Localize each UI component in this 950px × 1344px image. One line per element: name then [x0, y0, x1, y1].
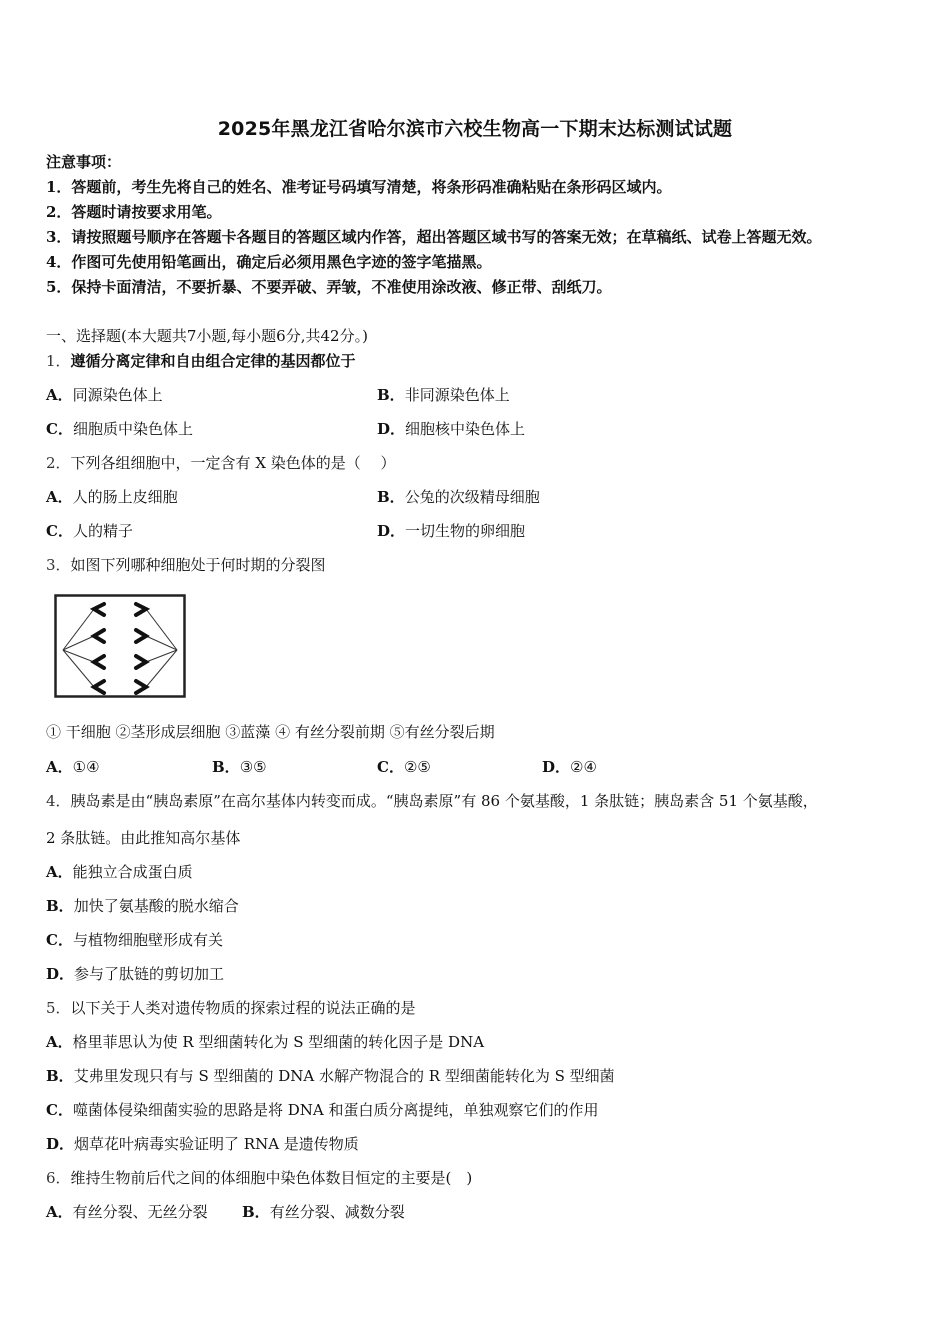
question-1-option-b[interactable]: B．非同源染色体上 [377, 386, 510, 404]
question-4-option-b[interactable]: B．加快了氨基酸的脱水缩合 [46, 897, 239, 915]
notice-item: 4．作图可先使用铅笔画出，确定后必须用黑色字迹的签字笔描黑。 [46, 253, 492, 271]
question-5-option-b[interactable]: B．艾弗里发现只有与 S 型细菌的 DNA 水解产物混合的 R 型细菌能转化为 S 型细菌 [46, 1067, 615, 1085]
question-5-option-d[interactable]: D．烟草花叶病毒实验证明了 RNA 是遗传物质 [46, 1135, 359, 1153]
question-2-option-a[interactable]: A．人的肠上皮细胞 [46, 488, 178, 506]
question-4-option-a[interactable]: A．能独立合成蛋白质 [46, 863, 193, 881]
question-number: 5． [46, 999, 71, 1017]
question-6-option-a[interactable]: A．有丝分裂、无丝分裂 [46, 1203, 208, 1221]
question-3-option-a[interactable]: A．①④ [46, 758, 100, 776]
question-1-option-d[interactable]: D．细胞核中染色体上 [377, 420, 526, 438]
question-5-option-c[interactable]: C．噬菌体侵染细菌实验的思路是将 DNA 和蛋白质分离提纯，单独观察它们的作用 [46, 1101, 599, 1119]
question-number: 1． [46, 352, 71, 370]
question-2-option-b[interactable]: B．公兔的次级精母细胞 [377, 488, 540, 506]
section-heading: 一、选择题(本大题共7小题,每小题6分,共42分。) [46, 327, 368, 345]
question-6-option-b[interactable]: B．有丝分裂、减数分裂 [242, 1203, 405, 1221]
notice-heading: 注意事项： [46, 153, 122, 171]
notice-item: 1．答题前，考生先将自己的姓名、准考证号码填写清楚，将条形码准确粘贴在条形码区域内。 [46, 178, 672, 196]
question-3-choices: ① 干细胞 ②茎形成层细胞 ③蓝藻 ④ 有丝分裂前期 ⑤有丝分裂后期 [46, 723, 495, 741]
notice-item: 3．请按照题号顺序在答题卡各题目的答题区域内作答，超出答题区域书写的答案无效；在草稿纸、试卷上答题无效。 [46, 228, 822, 246]
notice-item: 5．保持卡面清洁，不要折暴、不要弄破、弄皱，不准使用涂改液、修正带、刮纸刀。 [46, 278, 612, 296]
notice-item: 2．答题时请按要求用笔。 [46, 203, 222, 221]
question-number: 2． [46, 454, 71, 472]
question-number: 3． [46, 556, 71, 574]
question-1-option-a[interactable]: A．同源染色体上 [46, 386, 163, 404]
question-number: 6． [46, 1169, 71, 1187]
question-3-option-c[interactable]: C．②⑤ [377, 758, 431, 776]
cell-division-figure [54, 594, 186, 698]
question-4-stem: 4．胰岛素是由“胰岛素原”在高尔基体内转变而成。“胰岛素原”有 86 个氨基酸，1 条肽链；胰岛素含 51 个氨基酸， [46, 792, 818, 810]
spindle-diagram [54, 594, 186, 698]
question-3-stem: 3．如图下列哪种细胞处于何时期的分裂图 [46, 556, 326, 574]
question-4-stem-cont: 2 条肽链。由此推知高尔基体 [46, 829, 241, 847]
question-number: 4． [46, 792, 71, 810]
question-3-option-d[interactable]: D．②④ [542, 758, 597, 776]
question-2-option-c[interactable]: C．人的精子 [46, 522, 133, 540]
question-1-stem: 1．遵循分离定律和自由组合定律的基因都位于 [46, 352, 356, 370]
question-6-stem: 6．维持生物前后代之间的体细胞中染色体数目恒定的主要是( ) [46, 1169, 473, 1187]
question-2-stem: 2．下列各组细胞中，一定含有 X 染色体的是（ ） [46, 454, 396, 472]
question-5-option-a[interactable]: A．格里菲思认为使 R 型细菌转化为 S 型细菌的转化因子是 DNA [46, 1033, 485, 1051]
question-5-stem: 5．以下关于人类对遗传物质的探索过程的说法正确的是 [46, 999, 416, 1017]
page-title: 2025年黑龙江省哈尔滨市六校生物高一下期末达标测试试题 [217, 118, 733, 140]
question-4-option-d[interactable]: D．参与了肽链的剪切加工 [46, 965, 225, 983]
question-4-option-c[interactable]: C．与植物细胞壁形成有关 [46, 931, 223, 949]
question-1-option-c[interactable]: C．细胞质中染色体上 [46, 420, 193, 438]
question-2-option-d[interactable]: D．一切生物的卵细胞 [377, 522, 526, 540]
question-3-option-b[interactable]: B．③⑤ [212, 758, 267, 776]
